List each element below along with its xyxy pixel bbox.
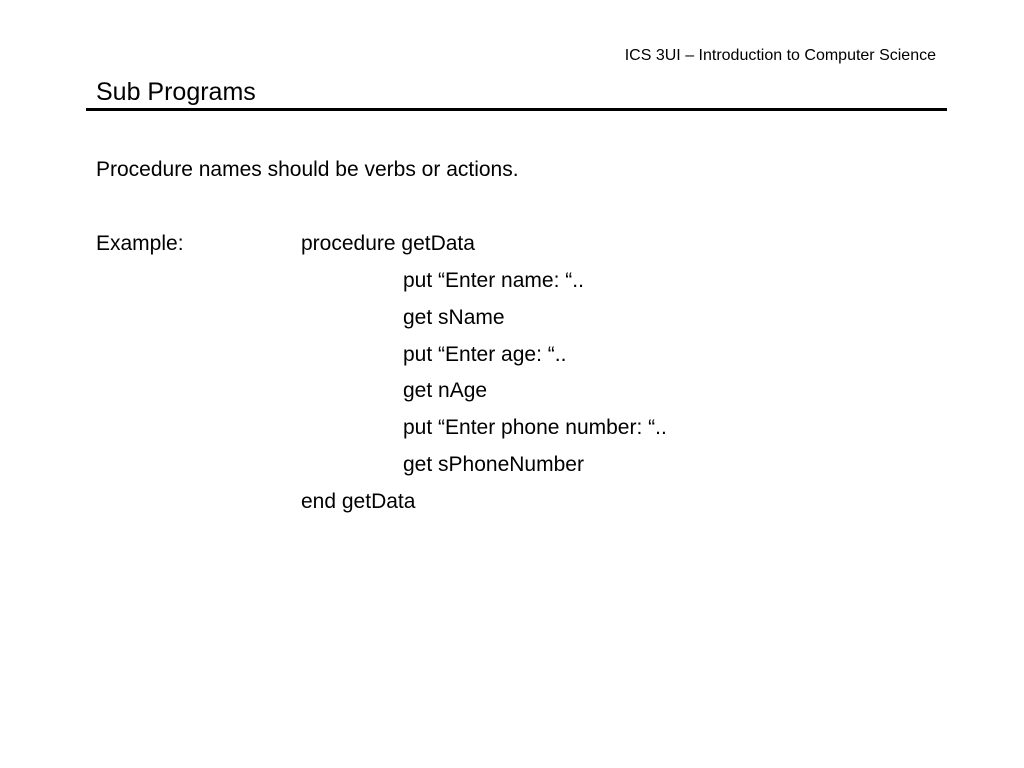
example-label: Example: (96, 232, 184, 255)
code-line-put-phone: put “Enter phone number: “.. (403, 416, 667, 439)
code-line-end: end getData (301, 490, 416, 513)
code-line-get-phone: get sPhoneNumber (403, 453, 584, 476)
code-line-get-age: get nAge (403, 379, 488, 402)
course-header: ICS 3UI – Introduction to Computer Science (624, 47, 936, 64)
code-line-put-age: put “Enter age: “.. (403, 343, 567, 366)
slide-title: Sub Programs (96, 78, 256, 106)
code-line-get-name: get sName (403, 306, 505, 329)
title-divider (86, 108, 947, 111)
code-line-procedure: procedure getData (301, 232, 475, 255)
code-line-put-name: put “Enter name: “.. (403, 269, 584, 292)
intro-text: Procedure names should be verbs or actions. (96, 158, 519, 181)
